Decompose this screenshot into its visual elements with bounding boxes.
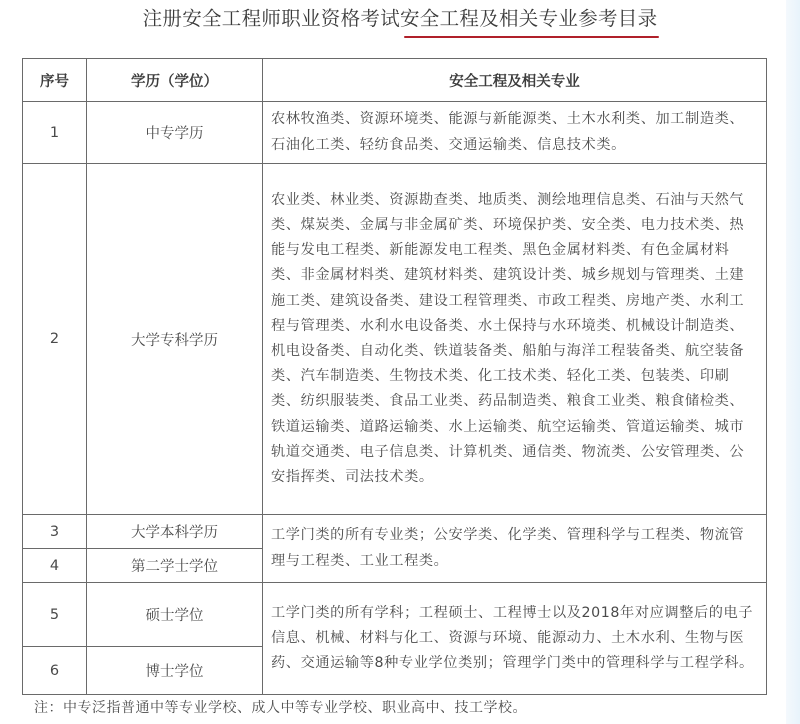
row-majors: 农林牧渔类、资源环境类、能源与新能源类、土木水利类、加工制造类、石油化工类、轻纺食品类、交通运输类、信息技术类。 xyxy=(263,102,767,164)
page-edge-strip xyxy=(786,0,800,724)
title-underlined-part: 安全工程及相关专业参考目录 xyxy=(400,7,658,30)
header-education: 学历（学位） xyxy=(87,59,263,102)
table-row xyxy=(23,583,767,647)
row-majors: 工学门类的所有专业类；公安学类、化学类、管理科学与工程类、物流管理与工程类、工业工程类。 xyxy=(263,515,767,583)
major-catalog-table xyxy=(22,58,767,695)
page-title xyxy=(0,6,800,32)
row-serial-number: 6 xyxy=(23,647,87,695)
row-serial-number: 2 xyxy=(23,164,87,515)
footnote: 注：中专泛指普通中等专业学校、成人中等专业学校、职业高中、技工学校。 xyxy=(34,700,527,716)
row-serial-number: 4 xyxy=(23,549,87,583)
header-majors: 安全工程及相关专业 xyxy=(263,59,767,102)
row-education: 硕士学位 xyxy=(87,583,263,647)
row-education: 大学专科学历 xyxy=(87,164,263,515)
row-education: 博士学位 xyxy=(87,647,263,695)
header-serial-number: 序号 xyxy=(23,59,87,102)
table-row xyxy=(23,102,767,164)
row-serial-number: 5 xyxy=(23,583,87,647)
row-education: 大学本科学历 xyxy=(87,515,263,549)
table-row xyxy=(23,515,767,549)
title-prefix: 注册安全工程师职业资格考试 xyxy=(142,7,400,30)
row-majors: 工学门类的所有学科；工程硕士、工程博士以及2018年对应调整后的电子信息、机械、材料与化工、资源与环境、能源动力、土木水利、生物与医药、交通运输等8种专业学位类别；管理学门类中的管理科学与工程学科。 xyxy=(263,583,767,695)
row-serial-number: 3 xyxy=(23,515,87,549)
row-serial-number: 1 xyxy=(23,102,87,164)
row-education: 第二学士学位 xyxy=(87,549,263,583)
table-header-row xyxy=(23,59,767,102)
row-education: 中专学历 xyxy=(87,102,263,164)
row-majors: 农业类、林业类、资源勘查类、地质类、测绘地理信息类、石油与天然气类、煤炭类、金属与非金属矿类、环境保护类、安全类、电力技术类、热能与发电工程类、新能源发电工程类、黑色金属材料类、有色金属材料类、非金属材料类、建筑材料类、建筑设计类、城乡规划与管理类、土建施工类、建筑设备类、建设工程管理类、市政工程类、房地产类、水利工程与管理类、水利水电设备类、水土保持与水环境类、机械设计制造类、机电设备类、自动化类、铁道装备类、船舶与海洋工程装备类、航空装备类、汽车制造类、生物技术类、化工技术类、轻化工类、包装类、印刷类、纺织服装类、食品工业类、药品制造类、粮食工业类、粮食储检类、铁道运输类、道路运输类、水上运输类、航空运输类、管道运输类、城市轨道交通类、电子信息类、计算机类、通信类、物流类、公安管理类、公安指挥类、司法技术类。 xyxy=(263,164,767,515)
table-row xyxy=(23,164,767,515)
